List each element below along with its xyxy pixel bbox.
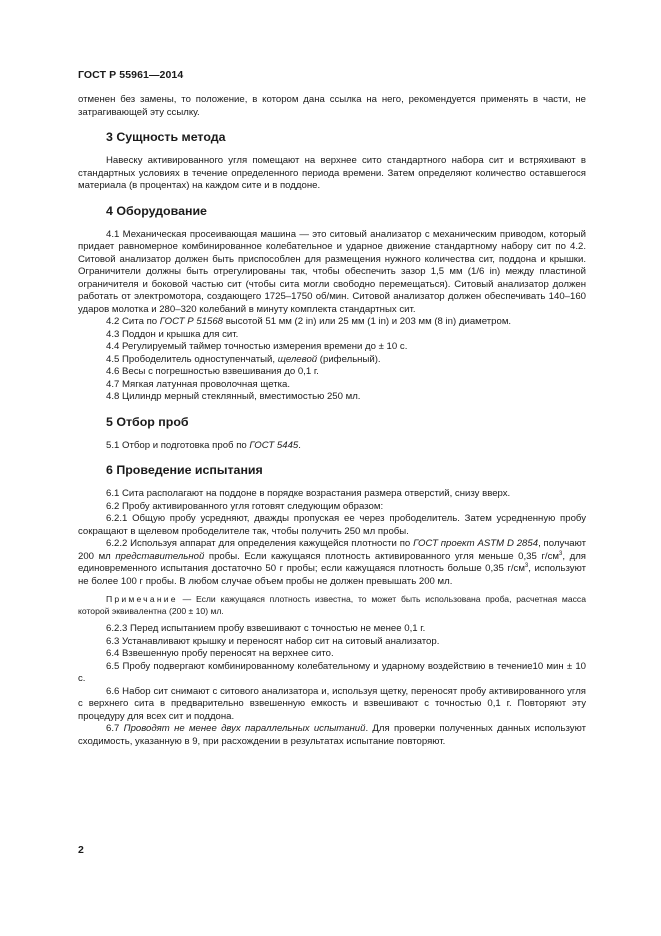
clause-6-2-2 xyxy=(78,538,586,588)
section-3-paragraph: Навеску активированного угля помещают на верхнее сито стандартного набора сит и встряхивают в стандартных условиях в течение определенного периода времени. Затем определяют количество оставшегося материала (в процентах) на каждом сите и в поддоне. xyxy=(78,155,586,191)
superscript-cubed: 3 xyxy=(524,563,529,569)
page-content xyxy=(78,94,586,748)
clause-4-2-text-a: 4.2 Сита по xyxy=(106,316,160,327)
clause-4-6: 4.6 Весы с погрешностью взвешивания до 0,1 г. xyxy=(106,366,319,377)
section-5-heading: 5 Отбор проб xyxy=(106,414,189,429)
superscript-cubed: 3 xyxy=(559,550,563,557)
clause-4-2-text-b: высотой 51 мм (2 in) или 25 мм (1 in) и 203 мм (8 in) диаметром. xyxy=(223,316,512,327)
clause-4-5-text-b: (рифельный). xyxy=(317,353,381,365)
clause-6-4: 6.4 Взвешенную пробу переносят на верхнее сито. xyxy=(106,648,334,659)
clause-6-3: 6.3 Устанавливают крышку и переносят набор сит на ситовый анализатор. xyxy=(106,635,440,647)
section-3-heading: 3 Сущность метода xyxy=(106,130,226,144)
clause-4-8: 4.8 Цилиндр мерный стеклянный, вместимостью 250 мл. xyxy=(106,391,361,402)
clause-6-2-2-text-c: пробы. Если кажущаяся плотность активированного угля меньше 0,35 г/см xyxy=(204,550,559,562)
clause-4-4: 4.4 Регулируемый таймер точностью измерения времени до ± 10 с. xyxy=(106,341,408,352)
clause-4-7: 4.7 Мягкая латунная проволочная щетка. xyxy=(106,378,291,390)
clause-6-7-emphasis: Проводят не менее двух параллельных испытаний xyxy=(123,723,366,734)
page-number: 2 xyxy=(78,844,84,856)
clause-4-2-reference: ГОСТ Р 51568 xyxy=(159,316,224,327)
clause-6-2-2-text-e: , используют не более 100 г пробы. В любом случае объем пробы не должен превышать 200 мл. xyxy=(78,563,586,587)
document-header: ГОСТ Р 55961—2014 xyxy=(78,69,184,81)
intro-paragraph: отменен без замены, то положение, в котором дана ссылка на него, рекомендуется применять в части, не затрагивающей эту ссылку. xyxy=(78,94,586,118)
clause-6-2-3: 6.2.3 Перед испытанием пробу взвешивают с точностью не менее 0,1 г. xyxy=(106,623,426,634)
clause-4-2 xyxy=(78,316,586,329)
clause-5-1 xyxy=(78,440,586,453)
clause-6-7-text-a: 6.7 xyxy=(106,723,124,734)
clause-6-2-2-text-d: , для единовременного испытания достаточно 50 г пробы; если кажущаяся плотность больше 0,35 г/см xyxy=(78,550,586,574)
clause-6-2-2-text-a: 6.2.2 Используя аппарат для определения кажущейся плотности по xyxy=(106,538,414,549)
clause-5-1-text-a: 5.1 Отбор и подготовка проб по xyxy=(106,439,250,451)
clause-6-5: 6.5 Пробу подвергают комбинированному колебательному и ударному воздействию в течение10 мин ± 10 с. xyxy=(78,660,586,684)
clause-6-7 xyxy=(78,723,586,748)
clause-6-2-2-emphasis: представительной xyxy=(115,550,205,562)
clause-6-6: 6.6 Набор сит снимают с ситового анализатора и, используя щетку, переносят пробу активированного угля с верхнего сита в предварительно взвешенную емкость и взвешивают с точностью 0,1 г. Повторяют эту процедуру для всех сит и поддона. xyxy=(78,685,586,722)
clause-6-2: 6.2 Пробу активированного угля готовят следующим образом: xyxy=(106,500,384,512)
section-4-heading: 4 Оборудование xyxy=(106,203,207,218)
note-label: Примечание xyxy=(106,594,178,604)
section-6-heading: 6 Проведение испытания xyxy=(106,463,263,477)
clause-4-5-emphasis: щелевой xyxy=(277,353,318,365)
clause-5-1-reference: ГОСТ 5445 xyxy=(249,439,299,451)
clause-4-1: 4.1 Механическая просеивающая машина — это ситовый анализатор с механическим приводом, который придает равномерное комбинированное колебательное и ударное движение стандартному набору сит по 4.2. Ситовой анализатор должен быть приспособлен для размещения нужного количества сит, поддона и крышки. Ограничители должны быть отрегулированы так, чтобы обеспечить зазор 1,5 мм (1/6 in) между пластиной ограничителя и боковой частью сит (чтобы сита могли свободно перемещаться). Ситовый анализатор должен работать от электромотора, создающего 1725–1750 об/мин. Ситовой анализатор должен обеспечивать 140–160 ударов молотка и 280–320 колебаний в минуту комплекта стандартных сит. xyxy=(78,228,586,315)
clause-6-1: 6.1 Сита располагают на поддоне в порядке возрастания размера отверстий, снизу вверх. xyxy=(106,488,511,499)
clause-6-2-2-text-b: , получают 200 мл xyxy=(78,538,586,562)
clause-4-3: 4.3 Поддон и крышка для сит. xyxy=(106,328,239,340)
clause-6-7-text-b: . Для проверки полученных данных используют сходимость, указанную в 9, при расхождении в результатах испытание повторяют. xyxy=(78,723,586,747)
note-paragraph xyxy=(78,594,586,617)
note-text: — Если кажущаяся плотность известна, то может быть использована проба, расчетная масса которой эквивалентна (200 ± 10) мл. xyxy=(78,594,586,616)
clause-6-2-2-reference: ГОСТ проект ASTM D 2854 xyxy=(413,538,539,549)
clause-4-5-text-a: 4.5 Прободелитель одноступенчатый, xyxy=(106,353,278,365)
clause-6-2-1: 6.2.1 Общую пробу усредняют, дважды пропуская ее через прободелитель. Затем усредненную пробу сокращают в щелевом прободелителе так, чтобы получить 250 мл пробы. xyxy=(78,513,586,537)
clause-5-1-text-b: . xyxy=(298,439,301,451)
clause-4-5 xyxy=(78,354,586,367)
